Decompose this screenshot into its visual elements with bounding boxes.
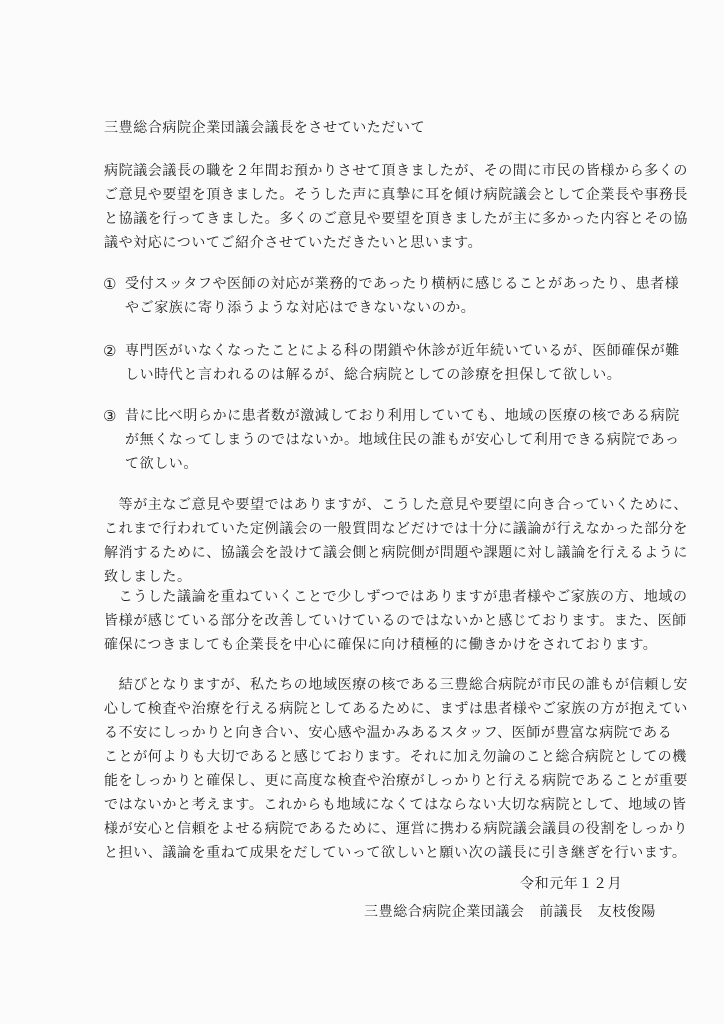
paragraph-line: 心して検査や治療を行える病院としてあるために、まずは患者様やご家族の方が抱えてい	[104, 701, 688, 717]
item-line: 専門医がいなくなったことによる科の閉鎖や休診が近年続いているが、医師確保が難	[125, 343, 680, 359]
item-marker: ①	[103, 275, 117, 293]
item-marker: ②	[103, 342, 117, 360]
paragraph-line: 能をしっかりと確保し、更に高度な検査や治療がしっかりと行える病院であることが重要	[104, 773, 688, 789]
document-date: 令和元年１２月	[520, 876, 623, 892]
signature-line: 三豊総合病院企業団議会 前議長 友枝俊陽	[364, 904, 656, 920]
document-title: 三豊総合病院企業団議会議長をさせていただいて	[104, 120, 426, 136]
item-line: て欲しい。	[125, 456, 198, 472]
paragraph-line: ことが何よりも大切であると感じております。それに加え勿論のこと総合病院としての機	[104, 749, 687, 765]
paragraph-line: 等が主なご意見や要望ではありますが、こうした意見や要望に向き合っていくために、	[104, 497, 688, 513]
paragraph-line: 皆様が感じている部分を改善していけているのではないかと感じております。また、医師	[104, 613, 687, 629]
paragraph-line: 様が安心と信頼をよせる病院であるために、運営に携わる病院議会議員の役割をしっかり	[104, 821, 688, 837]
paragraph-line: 致しました。	[104, 569, 192, 585]
item-line: やご家族に寄り添うような対応はできないないのか。	[125, 300, 476, 316]
intro-line: ご意見や要望を頂きました。そうした声に真摯に耳を傾け病院議会として企業長や事務長	[104, 187, 688, 203]
paragraph-line: 確保につきましても企業長を中心に確保に向け積極的に働きかけをされております。	[104, 637, 658, 653]
paragraph-line: こうした議論を重ねていくことで少しずつではありますが患者様やご家族の方、地域の	[104, 589, 688, 605]
paragraph-line: る不安にしっかりと向き合い、安心感や温かみあるスタッフ、医師が豊富な病院である	[104, 725, 673, 741]
intro-line: 議や対応についてご紹介させていただきたいと思います。	[104, 235, 483, 251]
item-marker: ③	[103, 407, 117, 425]
paragraph-line: これまで行われていた定例議会の一般質問などだけでは十分に議論が行えなかった部分を	[104, 521, 688, 537]
paragraph-line: 解消するために、協議会を設けて議会側と病院側が問題や課題に対し議論を行えるように	[104, 545, 688, 561]
item-line: が無くなってしまうのではないか。地域住民の誰もが安心して利用できる病院であっ	[125, 432, 680, 448]
paragraph-line: と担い、議論を重ねて成果をだしていって欲しいと願い次の議長に引き継ぎを行います。	[104, 845, 687, 861]
item-line: 受付スッタフや医師の対応が業務的であったり横柄に感じることがあったり、患者様	[125, 276, 680, 292]
item-line: しい時代と言われるのは解るが、総合病院としての診療を担保して欲しい。	[125, 367, 622, 383]
paragraph-line: ではないかと考えます。これからも地域になくてはならない大切な病院として、地域の皆	[104, 797, 687, 813]
intro-line: と協議を行ってきました。多くのご意見や要望を頂きましたが主に多かった内容とその協	[104, 211, 688, 227]
paragraph-line: 結びとなりますが、私たちの地域医療の核である三豊総合病院が市民の誰もが信頼し安	[104, 677, 688, 693]
item-line: 昔に比べ明らかに患者数が激減しており利用していても、地域の医療の核である病院	[125, 408, 680, 424]
intro-line: 病院議会議長の職を２年間お預かりさせて頂きましたが、その間に市民の皆様から多くの	[104, 163, 688, 179]
